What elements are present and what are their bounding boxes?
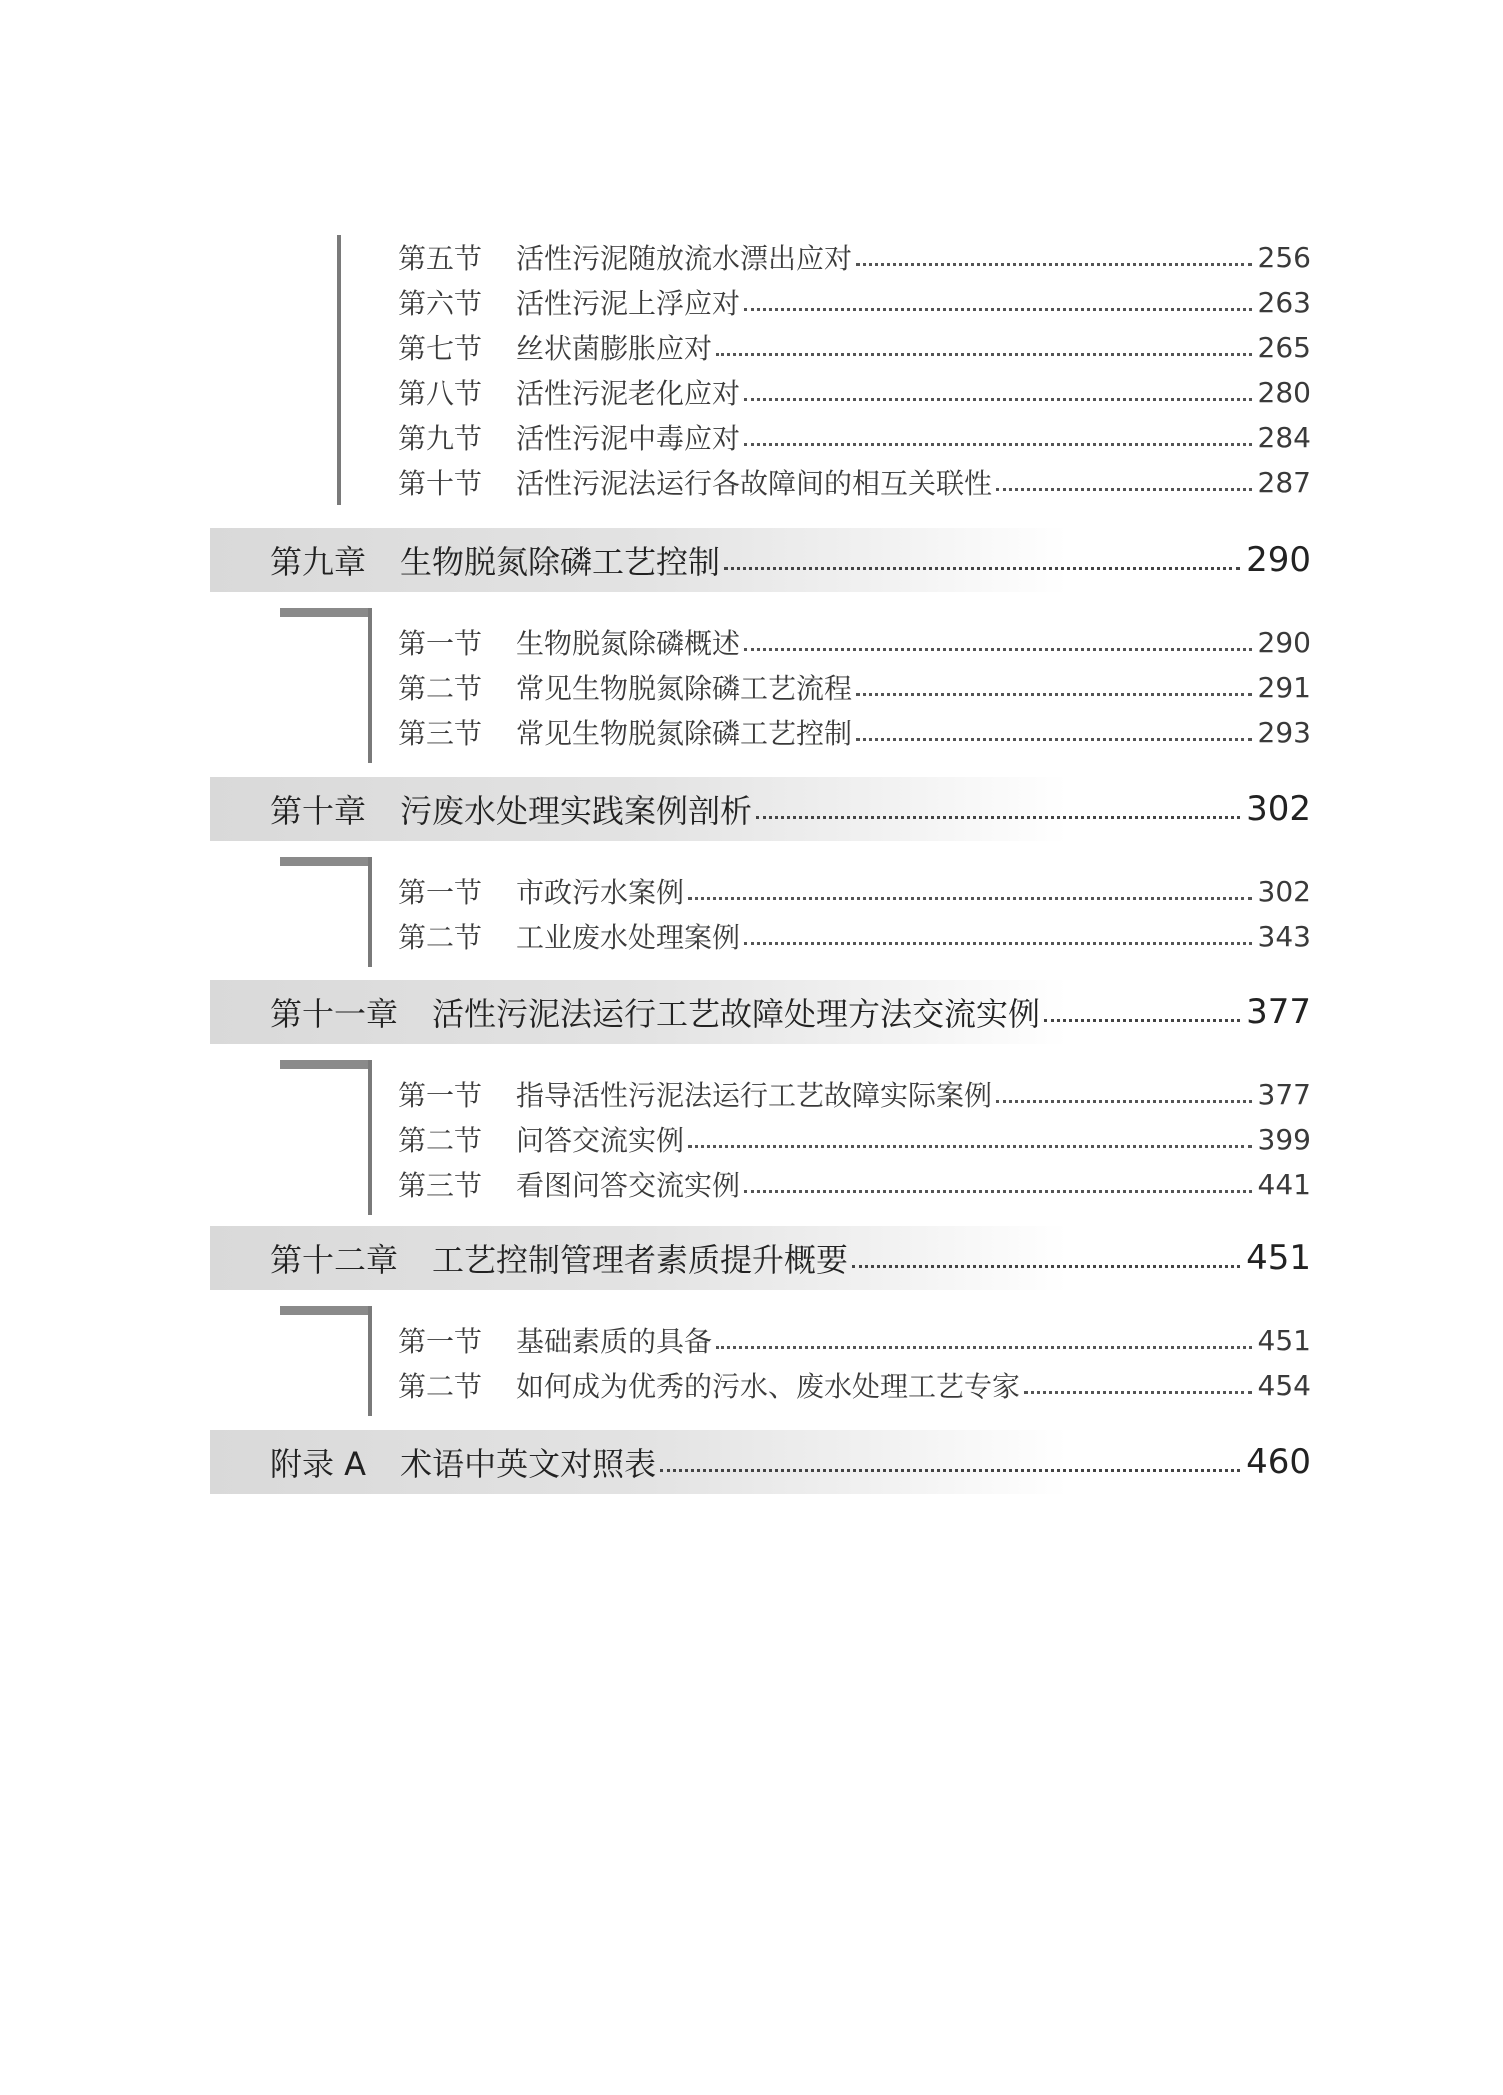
section-title: 市政污水案例: [516, 876, 685, 909]
section-number: 第二节: [398, 921, 483, 954]
dot-leader: [688, 1141, 1252, 1148]
chapter-title: 污废水处理实践案例剖析: [400, 792, 753, 830]
section-title: 常见生物脱氮除磷工艺流程: [516, 672, 853, 705]
bracket-side-rule: [368, 608, 372, 763]
section-page-number: 290: [1257, 625, 1311, 659]
toc-section-entry: [398, 235, 1311, 279]
dot-leader: [996, 484, 1252, 491]
section-page-number: 284: [1257, 420, 1311, 454]
dot-leader: [1024, 1387, 1252, 1394]
section-number: 第二节: [398, 1370, 483, 1403]
section-page-number: 399: [1257, 1122, 1311, 1156]
chapter-title: 术语中英文对照表: [400, 1445, 657, 1483]
chapter-page-number: 302: [1246, 789, 1311, 829]
section-number: 第六节: [398, 287, 483, 320]
dot-leader: [744, 304, 1252, 311]
section-title: 活性污泥上浮应对: [516, 287, 741, 320]
section-number: 第五节: [398, 242, 483, 275]
section-page-number: 454: [1257, 1368, 1311, 1402]
bracket-side-rule: [368, 1060, 372, 1215]
dot-leader: [756, 812, 1240, 819]
section-title: 活性污泥随放流水漂出应对: [516, 242, 853, 275]
bracket-top-rule: [280, 1060, 372, 1069]
chapter-title: 活性污泥法运行工艺故障处理方法交流实例: [432, 995, 1041, 1033]
section-page-number: 377: [1257, 1077, 1311, 1111]
dot-leader: [716, 1342, 1252, 1349]
dot-leader: [716, 349, 1252, 356]
section-title: 看图问答交流实例: [516, 1169, 741, 1202]
chapter-number: 第十一章: [270, 995, 399, 1033]
dot-leader: [852, 1261, 1240, 1268]
section-page-number: 441: [1257, 1167, 1311, 1201]
section-title: 指导活性污泥法运行工艺故障实际案例: [516, 1079, 993, 1112]
toc-section-entry: [398, 370, 1311, 414]
section-page-number: 451: [1257, 1323, 1311, 1357]
section-page-number: 287: [1257, 465, 1311, 499]
toc-chapter-entry: [270, 528, 1311, 592]
toc-section-entry: [398, 460, 1311, 504]
section-title: 问答交流实例: [516, 1124, 685, 1157]
toc-section-entry: [398, 415, 1311, 459]
dot-leader: [856, 734, 1252, 741]
bracket-top-rule: [280, 1306, 372, 1315]
section-number: 第三节: [398, 1169, 483, 1202]
dot-leader: [744, 938, 1252, 945]
dot-leader: [688, 893, 1252, 900]
section-number: 第十节: [398, 467, 483, 500]
section-page-number: 302: [1257, 874, 1311, 908]
section-number: 第八节: [398, 377, 483, 410]
section-page-number: 280: [1257, 375, 1311, 409]
section-title: 常见生物脱氮除磷工艺控制: [516, 717, 853, 750]
bracket-top-rule: [280, 608, 372, 617]
chapter-page-number: 290: [1246, 540, 1311, 580]
dot-leader: [744, 1186, 1252, 1193]
section-title: 工业废水处理案例: [516, 921, 741, 954]
toc-section-entry: [398, 710, 1311, 754]
section-page-number: 263: [1257, 285, 1311, 319]
chapter-number: 第十章: [270, 792, 367, 830]
toc-section-entry: [398, 1072, 1311, 1116]
section-title: 活性污泥中毒应对: [516, 422, 741, 455]
dot-leader: [856, 689, 1252, 696]
toc-chapter-entry: [270, 980, 1311, 1044]
section-number: 第七节: [398, 332, 483, 365]
section-number: 第一节: [398, 1079, 483, 1112]
section-page-number: 293: [1257, 715, 1311, 749]
section-title: 丝状菌膨胀应对: [516, 332, 713, 365]
section-page-number: 291: [1257, 670, 1311, 704]
chapter-page-number: 460: [1246, 1442, 1311, 1482]
section-number: 第二节: [398, 672, 483, 705]
toc-appendix-entry: [270, 1430, 1311, 1494]
dot-leader: [996, 1096, 1252, 1103]
dot-leader: [744, 394, 1252, 401]
section-title: 活性污泥老化应对: [516, 377, 741, 410]
bracket-side-rule: [337, 235, 341, 505]
bracket-side-rule: [368, 1306, 372, 1416]
chapter-number: 第十二章: [270, 1241, 399, 1279]
toc-section-entry: [398, 620, 1311, 664]
section-page-number: 256: [1257, 240, 1311, 274]
section-number: 第一节: [398, 1325, 483, 1358]
section-number: 第二节: [398, 1124, 483, 1157]
toc-section-entry: [398, 1162, 1311, 1206]
chapter-page-number: 451: [1246, 1238, 1311, 1278]
section-page-number: 265: [1257, 330, 1311, 364]
toc-section-entry: [398, 1363, 1311, 1407]
section-title: 生物脱氮除磷概述: [516, 627, 741, 660]
bracket-top-rule: [280, 857, 372, 866]
dot-leader: [744, 644, 1252, 651]
chapter-number: 第九章: [270, 543, 367, 581]
section-page-number: 343: [1257, 919, 1311, 953]
toc-section-entry: [398, 914, 1311, 958]
toc-section-entry: [398, 665, 1311, 709]
chapter-title: 工艺控制管理者素质提升概要: [432, 1241, 849, 1279]
dot-leader: [856, 259, 1252, 266]
toc-section-entry: [398, 1117, 1311, 1161]
section-number: 第一节: [398, 627, 483, 660]
toc-section-entry: [398, 325, 1311, 369]
toc-section-entry: [398, 869, 1311, 913]
toc-chapter-entry: [270, 777, 1311, 841]
toc-section-entry: [398, 1318, 1311, 1362]
section-title: 活性污泥法运行各故障间的相互关联性: [516, 467, 993, 500]
section-number: 第一节: [398, 876, 483, 909]
bracket-side-rule: [368, 857, 372, 967]
chapter-title: 生物脱氮除磷工艺控制: [400, 543, 721, 581]
toc-section-entry: [398, 280, 1311, 324]
chapter-page-number: 377: [1246, 992, 1311, 1032]
toc-chapter-entry: [270, 1226, 1311, 1290]
section-number: 第九节: [398, 422, 483, 455]
dot-leader: [1044, 1015, 1240, 1022]
dot-leader: [660, 1465, 1240, 1472]
section-title: 基础素质的具备: [516, 1325, 713, 1358]
section-title: 如何成为优秀的污水、废水处理工艺专家: [516, 1370, 1021, 1403]
dot-leader: [744, 439, 1252, 446]
section-number: 第三节: [398, 717, 483, 750]
dot-leader: [724, 563, 1240, 570]
chapter-number: 附录 A: [270, 1445, 367, 1483]
